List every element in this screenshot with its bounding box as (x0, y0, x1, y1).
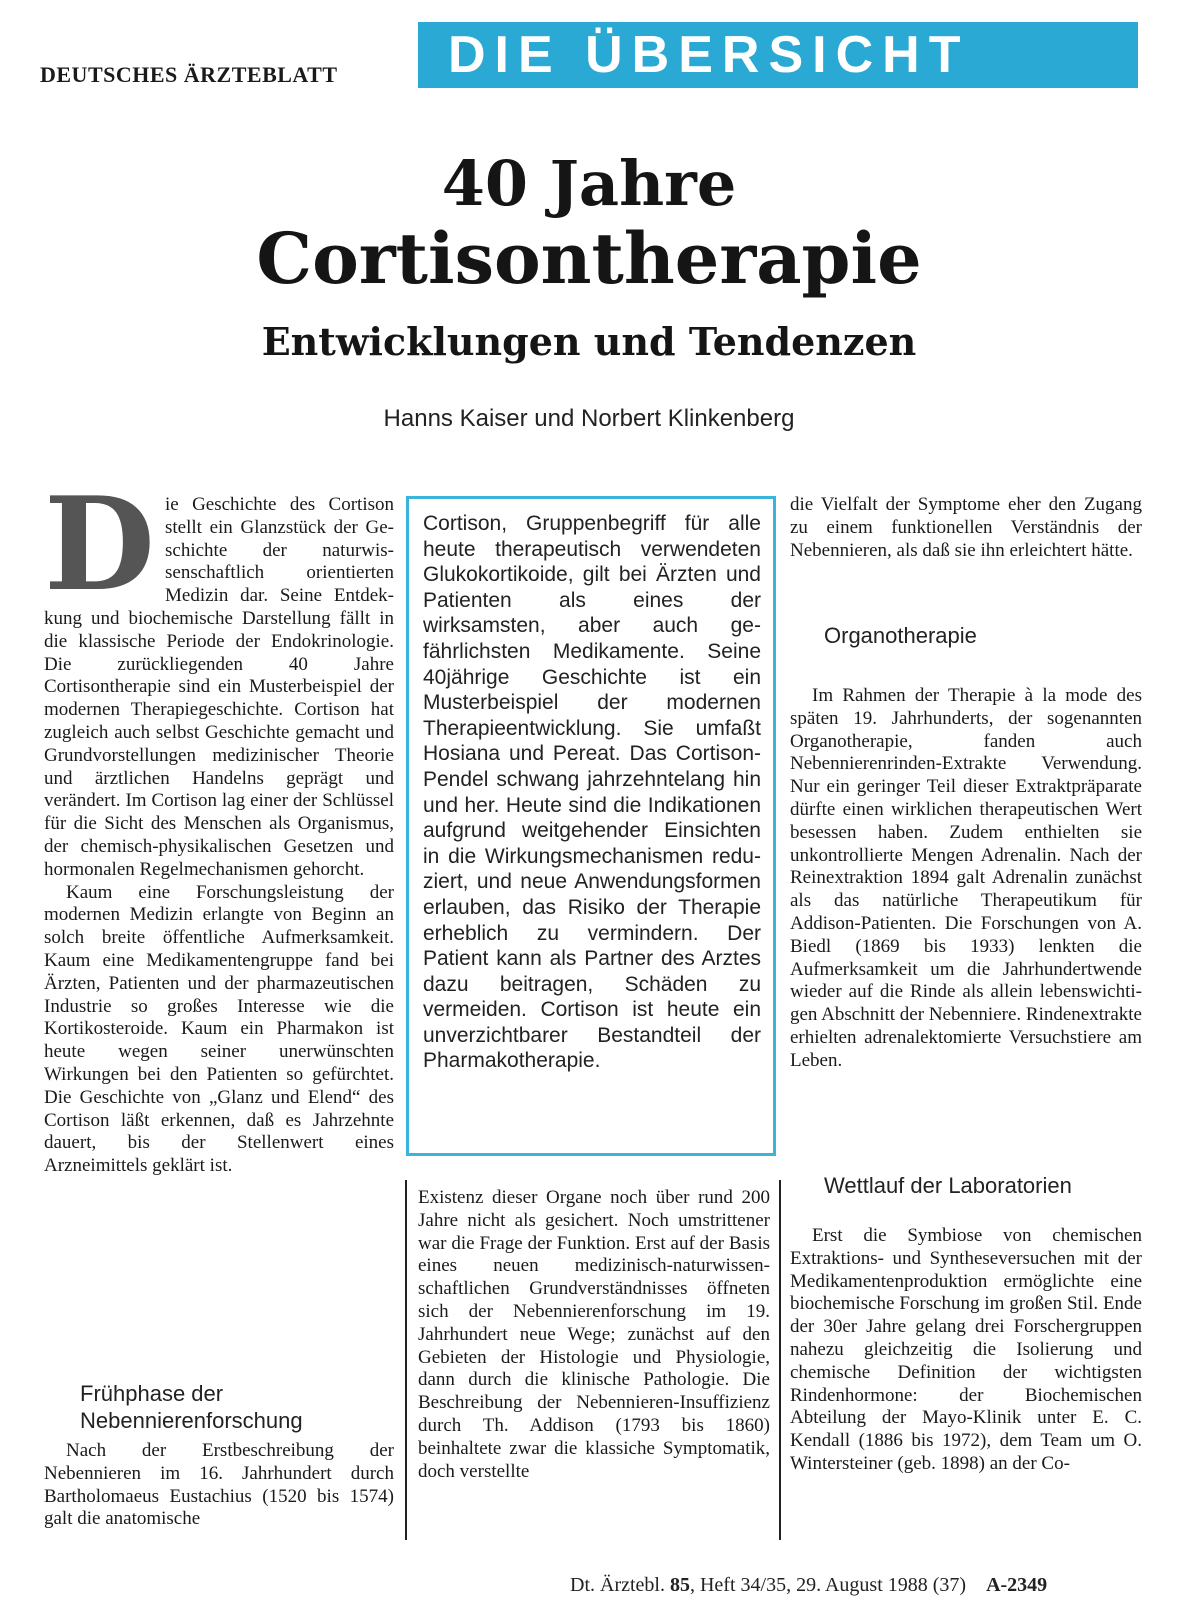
column-1-continued (44, 1440, 394, 1531)
column-3-wettlauf (790, 1225, 1142, 1476)
footer-page-number: A-2349 (986, 1574, 1048, 1596)
column-3-organotherapie (790, 685, 1142, 1073)
column-divider-left (405, 1180, 407, 1540)
footer-citation: Dt. Ärztebl. (570, 1574, 665, 1596)
paragraph-existenz: Existenz dieser Organe noch über rund 200 Jahre nicht als gesichert. Noch umstrittener war die Frage der Funktion. Erst auf der Basis eines neuen medizinisch-naturwissenschaftlichen Grundverständnisses öffneten sich der Nebennierenforschung im 19. Jahrhundert neue Wege; zunächst auf den Gebieten der Histologie und Physiologie, dann durch die klinische Pathologie. Die Beschreibung der Nebennieren-Insuffizienz durch Th. Addison (1793 bis 1860) beinhaltete zwar die klassiche Symptomatik, doch verstellte (418, 1187, 770, 1482)
heading-organotherapie: Organotherapie (824, 623, 977, 648)
paragraph-organotherapie: Im Rahmen der Therapie à la mode des späten 19. Jahrhunderts, der sogenannten Organotherapie, fanden auch Nebennierenrinden-Extrakte Verwendung. Nur ein geringer Teil dieser Extraktpräparate dürfte einen wirklichen therapeutischen Wert besessen haben. Zudem enthielten sie unkontrollierte Mengen Adrenalin. Nach der Reinextraktion 1894 galt Adrenalin zunächst als das natürliche Therapeutikum für Addison-Patienten. Die Forschungen von A. Biedl (1869 bis 1933) lenkten die Aufmerksamkeit um die Jahrhundertwende wieder auf die Rinde als allein lebenswichtigen Abschnitt der Nebenniere. Rindenextrakte erhielten adrenalektomierte Versuchstiere am Leben. (790, 685, 1142, 1071)
summary-text: Cortison, Gruppenbegriff für alle heute therapeutisch verwendeten Glukokortikoide, gilt bei Ärzten und Patienten als eines der wirksamsten, aber auch gefährlichsten Medikamente. Seine 40jährige Geschichte ist ein Musterbeispiel der modernen Therapieentwicklung. Sie umfaßt Hosiana und Pereat. Das Cortison-Pendel schwang jahrzehntelang hin und her. Heute sind die Indikationen aufgrund weitgehender Einsichten in die Wirkungsmechanismen reduziert, und neue Anwendungsformen erlauben, das Risiko der Therapie erheblich zu vermindern. Der Patient kann als Partner des Arztes dazu beitragen, Schäden zu vermeiden. Cortison ist heute ein unverzichtbarer Bestandteil der Pharmakotherapie. (423, 512, 761, 1073)
heading-wettlauf: Wettlauf der Laboratorien (824, 1173, 1072, 1198)
article-subtitle: Entwicklungen und Tendenzen (261, 319, 917, 364)
column-1 (44, 470, 394, 1178)
page-footer (570, 1574, 1146, 1597)
article-title-line1: 40 Jahre (441, 147, 737, 220)
summary-box (406, 496, 776, 1156)
column-divider-right (779, 1180, 781, 1540)
article-title-line2: Cortisontherapie (256, 217, 922, 300)
paragraph-symbiose: Erst die Symbiose von chemischen Extraktions- und Syntheseversuchen mit der Medikamentenproduktion ermöglichte eine biochemische Forschung im großen Stil. Ende der 30er Jahre gelang drei Forschergruppen nahezu gleichzeitig die Isolierung und chemische Definition der wichtigsten Rindenhormone: der Biochemischen Abteilung der Mayo-Klinik unter E. C. Kendall (1886 bis 1972), dem Team um O. Wintersteiner (geb. 1898) an der Co- (790, 1225, 1142, 1474)
paragraph-intro: ie Geschichte des Cortison stellt ein Glanzstück der Geschichte der naturwissenschaftlich orientierten Medizin dar. Seine Entdekkung und biochemische Darstellung fällt in die klassische Periode der Endokrinologie. Die zurückliegenden 40 Jahre Cortisontherapie sind ein Musterbeispiel der modernen Therapiegeschichte. Cortison hat zugleich auch selbst Geschichte gemacht und Grundvorstellungen medizinischer Theorie und ärztlichen Handelns geprägt und verändert. Im Cortison lag einer der Schlüssel für die Sicht des Menschen als Organismus, der chemisch-physikalischen Gesetzen und hormonalen Regelmechanismen gehorcht. (44, 494, 394, 880)
paragraph-research: Kaum eine Forschungsleistung der modernen Medizin erlangte von Beginn an solch breite öffentliche Aufmerksamkeit. Kaum eine Medikamentengruppe fand bei Ärzten, Patienten und der pharmazeutischen Industrie so großes Interesse wie die Kortikosteroide. Kaum ein Pharmakon ist heute wegen seiner unerwünschten Wirkungen bei den Patienten so gefürchtet. Die Geschichte von „Glanz und Elend“ des Cortison läßt erkennen, daß es Jahrzehnte dauert, bis der Stellenwert eines Arzneimittels geklärt ist. (44, 881, 394, 1177)
footer-issue: , Heft 34/35, 29. August 1988 (37) (689, 1574, 967, 1596)
journal-name: DEUTSCHES ÄRZTEBLATT (40, 62, 338, 87)
paragraph-vielfalt: die Vielfalt der Symptome eher den Zugang zu einem funktionellen Verständnis der Nebennieren, als daß sie ihn erleichtert hätte. (790, 494, 1142, 561)
heading-fruehphase: Frühphase der Nebennierenforschung (80, 1381, 303, 1433)
article-authors: Hanns Kaiser und Norbert Klinkenberg (383, 405, 795, 432)
column-3 (790, 494, 1142, 562)
column-2 (418, 1187, 770, 1483)
footer-volume: 85 (669, 1574, 690, 1596)
section-banner: DIE ÜBERSICHT (418, 22, 1138, 88)
paragraph-eustachius: Nach der Erstbeschreibung der Nebennieren im 16. Jahrhundert durch Bartholomaeus Eustachius (1520 bis 1574) galt die anatomische (44, 1440, 394, 1530)
drop-cap: D (44, 470, 155, 620)
